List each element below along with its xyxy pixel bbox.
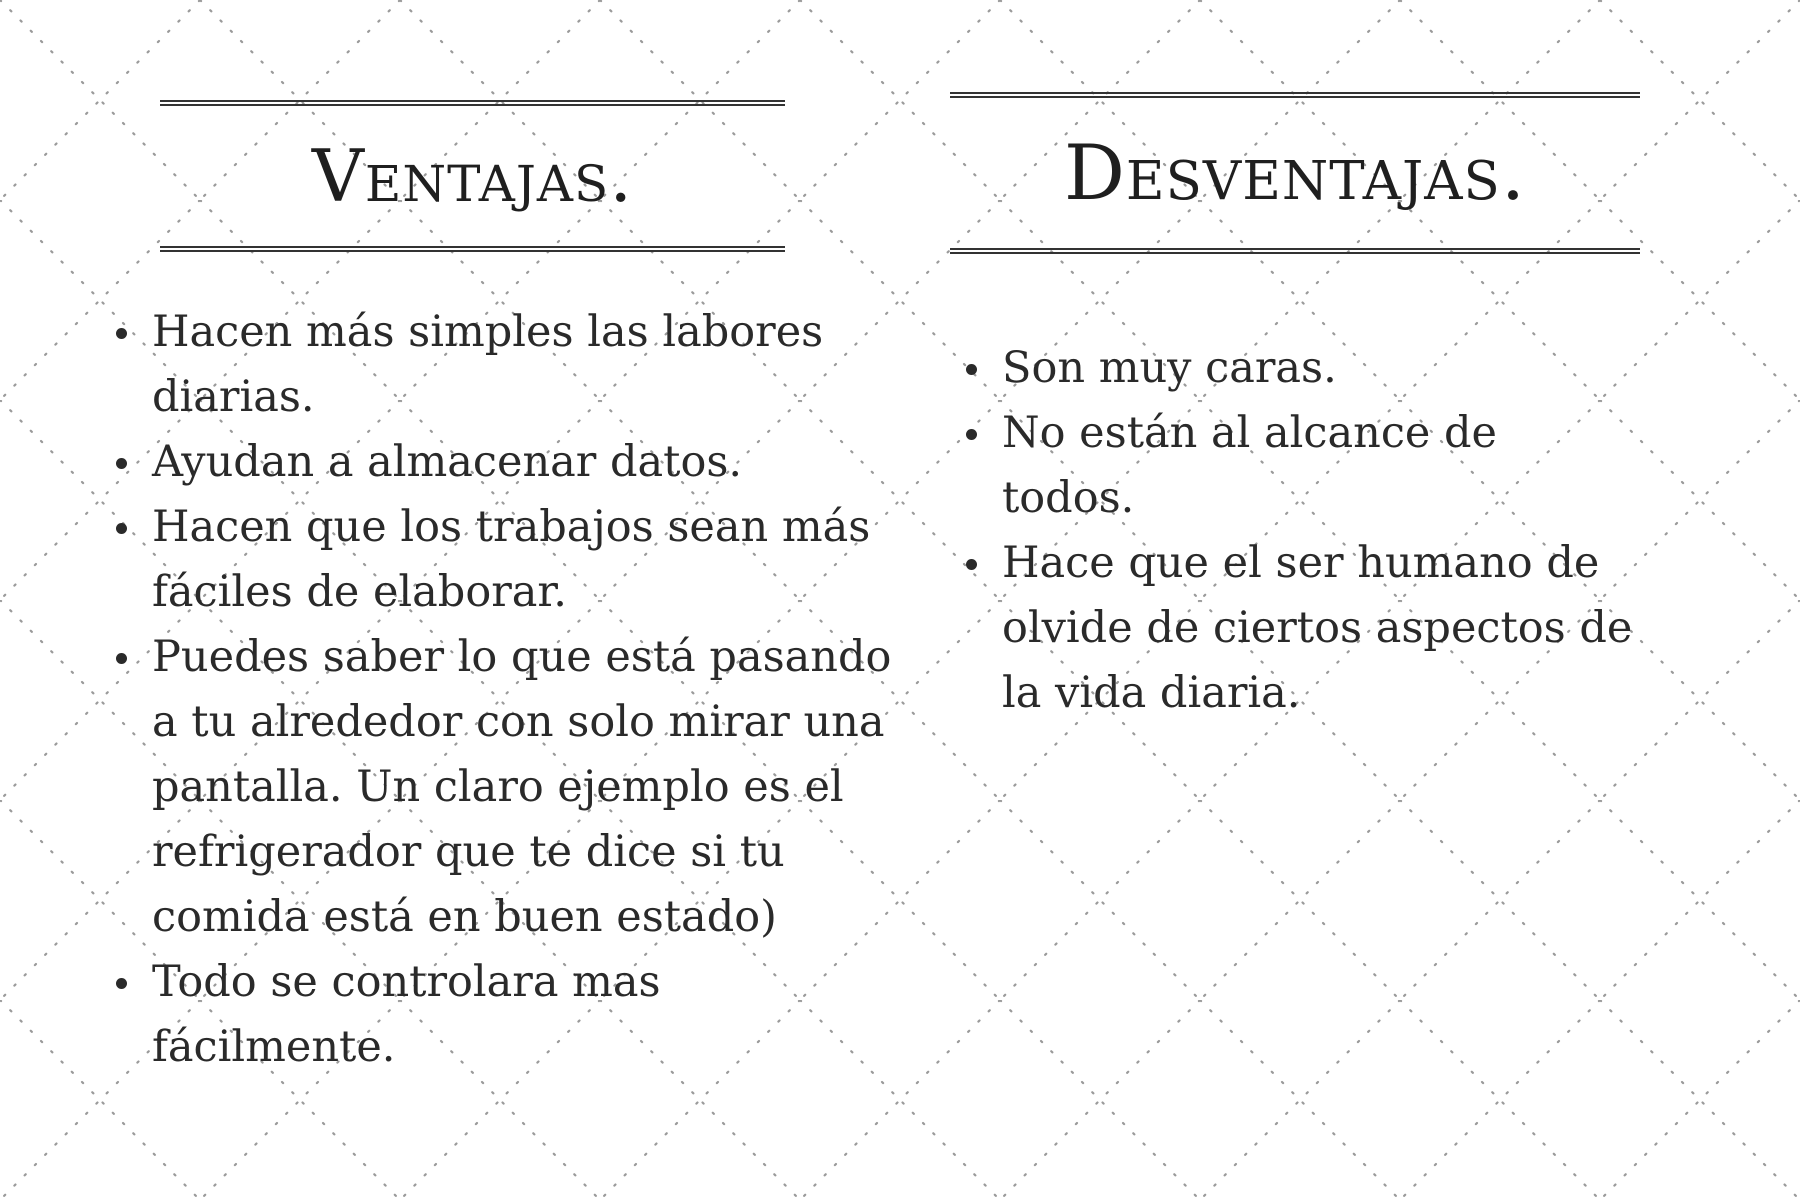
desventajas-column [950, 92, 1640, 726]
desventajas-heading-frame [950, 92, 1640, 254]
ventajas-title: Ventajas. [311, 134, 634, 218]
list-item: Hace que el ser humano de olvide de ciertos aspectos de la vida diaria. [950, 531, 1640, 726]
list-item: Puedes saber lo que está pasando a tu alrededor con solo mirar una pantalla. Un claro ejemplo es el refrigerador que te dice si tu comida está en buen estado) [100, 625, 910, 950]
list-item: Son muy caras. [950, 336, 1640, 401]
list-item: Hacen que los trabajos sean más fáciles de elaborar. [100, 495, 910, 625]
list-item: No están al alcance de todos. [950, 401, 1640, 531]
bottom-rule [160, 246, 785, 252]
desventajas-list [950, 336, 1640, 726]
ventajas-column [100, 100, 910, 1080]
ventajas-list [100, 300, 910, 1080]
bottom-rule [950, 248, 1640, 254]
list-item: Hacen más simples las labores diarias. [100, 300, 910, 430]
list-item: Todo se controlara mas fácilmente. [100, 950, 910, 1080]
ventajas-heading-frame [160, 100, 785, 252]
list-item: Ayudan a almacenar datos. [100, 430, 910, 495]
desventajas-title: Desventajas. [1064, 128, 1526, 217]
